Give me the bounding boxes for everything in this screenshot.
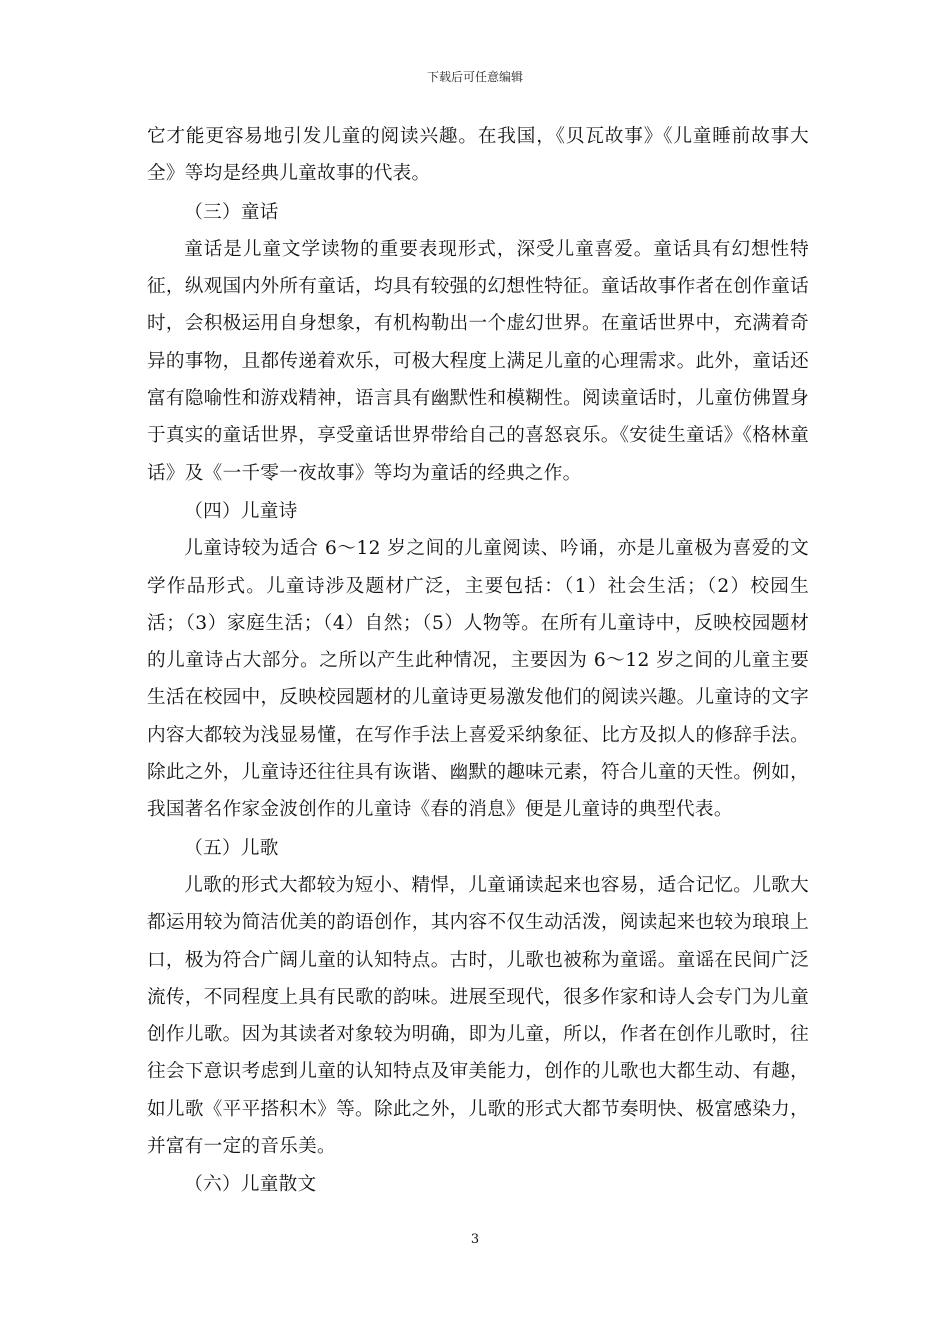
section-heading-fairy-tale: （三）童话: [184, 201, 279, 223]
header-note: 下载后可任意编辑: [426, 70, 523, 84]
body-text: [147, 118, 809, 1204]
section-heading-children-prose: （六）儿童散文: [184, 1174, 317, 1196]
section-heading-nursery-rhyme: （五）儿歌: [184, 837, 279, 859]
paragraph-children-poem: 儿童诗较为适合 6～12 岁之间的儿童阅读、吟诵，亦是儿童极为喜爱的文学作品形式。儿童诗涉及题材广泛，主要包括：（1）社会生活；（2）校园生活；（3）家庭生活；（4）自然；（5）人物等。在所有儿童诗中，反映校园题材的儿童诗占大部分。之所以产生此种情况，主要因为 6～12 岁之间的儿童主要生活在校园中，反映校园题材的儿童诗更易激发他们的阅读兴趣。儿童诗的文字内容大都较为浅显易懂，在写作手法上喜爱采纳象征、比方及拟人的修辞手法。除此之外，儿童诗还往往具有诙谐、幽默的趣味元素，符合儿童的天性。例如，我国著名作家金波创作的儿童诗《春的消息》便是儿童诗的典型代表。: [147, 538, 809, 821]
section-heading-children-poem: （四）儿童诗: [184, 500, 298, 522]
paragraph-nursery-rhyme: 儿歌的形式大都较为短小、精悍，儿童诵读起来也容易，适合记忆。儿歌大都运用较为简洁优美的韵语创作，其内容不仅生动活泼，阅读起来也较为琅琅上口，极为符合广阔儿童的认知特点。古时，儿歌也被称为童谣。童谣在民间广泛流传，不同程度上具有民歌的韵味。进展至现代，很多作家和诗人会专门为儿童创作儿歌。因为其读者对象较为明确，即为儿童，所以，作者在创作儿歌时，往往会下意识考虑到儿童的认知特点及审美能力，创作的儿歌也大都生动、有趣，如儿歌《平平搭积木》等。除此之外，儿歌的形式大都节奏明快、极富感染力，并富有一定的音乐美。: [147, 874, 809, 1158]
paragraph-fairy-tale: 童话是儿童文学读物的重要表现形式，深受儿童喜爱。童话具有幻想性特征，纵观国内外所有童话，均具有较强的幻想性特征。童话故事作者在创作童话时，会积极运用自身想象，有机构勒出一个虚幻世界。在童话世界中，充满着奇异的事物，且都传递着欢乐，可极大程度上满足儿童的心理需求。此外，童话还富有隐喻性和游戏精神，语言具有幽默性和模糊性。阅读童话时，儿童仿佛置身于真实的童话世界，享受童话世界带给自己的喜怒哀乐。《安徒生童话》《格林童话》及《一千零一夜故事》等均为童话的经典之作。: [147, 238, 809, 484]
page-number: 3: [470, 1232, 480, 1247]
paragraph-continued: 它才能更容易地引发儿童的阅读兴趣。在我国，《贝瓦故事》《儿童睡前故事大全》等均是经典儿童故事的代表。: [147, 126, 809, 185]
